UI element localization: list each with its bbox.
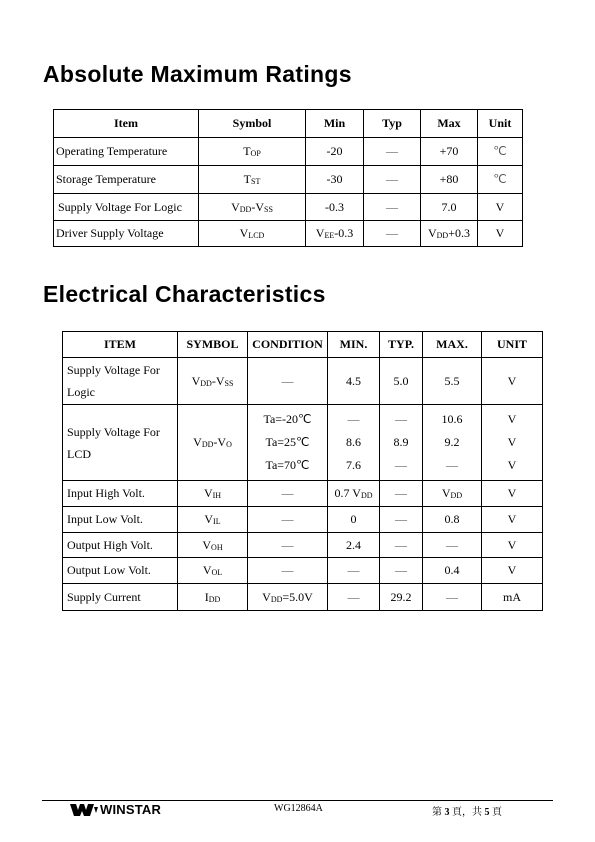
min-b: -0.3 [334,226,354,240]
symbol-sub: OH [211,542,223,552]
typ-line: 8.9 [393,434,409,449]
symbol-main: T [243,144,251,158]
cell-min [306,221,364,247]
symbol-main: T [243,172,251,186]
cell-unit: V [482,558,543,584]
cell-symbol [178,584,248,611]
table-header-row [63,332,543,358]
symbol-b-sub: SS [224,378,234,388]
cell-condition [248,584,328,611]
condition-line: Ta=-20℃ [263,411,312,426]
cell-symbol [199,166,306,194]
table-row [63,558,543,584]
condition-line: Ta=25℃ [265,434,310,449]
symbol-a-sub: DD [239,204,252,214]
header-unit: Unit [478,110,523,138]
cell-max: 7.0 [421,194,478,221]
cell-typ: — [380,481,423,507]
header-max: Max [421,110,478,138]
max-line: 9.2 [444,434,460,449]
table-row [54,166,523,194]
symbol-main: V [204,512,214,526]
cell-max [423,481,482,507]
cell-min: -20 [306,138,364,166]
header-min: Min [306,110,364,138]
cell-item: Output High Volt. [63,533,178,558]
cell-item: Supply Voltage For LCD [63,405,178,481]
cell-condition: — [248,507,328,533]
cell-unit: V [482,358,543,405]
min-line: 8.6 [346,434,361,449]
winstar-logo [70,802,161,817]
cell-typ: 5.0 [380,358,423,405]
cell-max: — [423,533,482,558]
min-a: 0.7 V [334,486,361,500]
cell-max: 5.5 [423,358,482,405]
symbol-a-sub: DD [201,440,214,449]
cell-item: Output Low Volt. [63,558,178,584]
cell-item: Input High Volt. [63,481,178,507]
cell-item: Storage Temperature [54,166,199,194]
cell-min: -30 [306,166,364,194]
cell-typ: — [364,138,421,166]
table-row [63,584,543,611]
cell-max: 0.8 [423,507,482,533]
cell-max [423,405,482,481]
footer-divider [42,800,553,801]
symbol-a-sub: DD [200,378,212,388]
cell-unit: V [482,533,543,558]
max-line: — [446,458,458,473]
header-item: ITEM [63,332,178,358]
cell-typ [380,405,423,481]
cell-min: 0 [328,507,380,533]
symbol-main: V [239,226,249,240]
cell-min: — [328,558,380,584]
symbol-main: V [203,486,213,500]
cell-min [328,405,380,481]
min-sub: EE [324,231,335,240]
table-row [54,138,523,166]
symbol-sub: DD [208,594,221,604]
min-line: 7.6 [346,458,361,473]
cell-item: Driver Supply Voltage [54,221,199,247]
table-row [63,481,543,507]
cell-item: Operating Temperature [54,138,199,166]
cond-a: V [262,589,271,604]
cell-typ: — [380,533,423,558]
table-row-logic [63,358,543,405]
cell-symbol [178,405,248,481]
cell-unit: V [482,481,543,507]
model-number: WG12864A [274,803,323,814]
cell-symbol [178,481,248,507]
cell-typ: 29.2 [380,584,423,611]
unit-line: V [507,458,517,473]
cell-min [328,481,380,507]
cell-unit: ℃ [478,166,523,194]
cell-symbol [199,194,306,221]
cell-condition: — [248,481,328,507]
cell-max: — [423,584,482,611]
cell-typ: — [364,194,421,221]
min-sub: DD [360,491,373,500]
cell-min: — [328,584,380,611]
table-header-row [54,110,523,138]
table-row-lcd [63,405,543,481]
cell-max: +80 [421,166,478,194]
page-suffix: 頁 [492,807,502,818]
cell-min: 2.4 [328,533,380,558]
winstar-logo-icon [70,804,98,816]
cond-sub: DD [270,594,283,604]
cell-symbol [178,507,248,533]
cell-item: Supply Voltage For Logic [63,358,178,405]
section-title-absolute-max: Absolute Maximum Ratings [43,61,352,87]
electrical-characteristics-table [62,331,543,611]
section-title-electrical: Electrical Characteristics [43,281,326,307]
page-prefix: 第 [432,807,442,818]
cell-symbol [178,358,248,405]
header-condition: CONDITION [248,332,328,358]
cell-unit [482,405,543,481]
symbol-sub: OL [211,568,223,577]
table-row [54,221,523,247]
min-line: — [347,411,360,426]
cell-unit: V [482,507,543,533]
cell-min: 4.5 [328,358,380,405]
condition-line: Ta=70℃ [265,458,310,473]
symbol-b: -V [251,199,264,214]
cell-typ: — [364,221,421,247]
page-current: 3 [444,807,450,818]
header-symbol: Symbol [199,110,306,138]
cell-condition: — [248,533,328,558]
symbol-b: -V [211,373,225,388]
max-line: 10.6 [441,411,463,426]
cell-item: Supply Current [63,584,178,611]
header-min: MIN. [328,332,380,358]
header-item: Item [54,110,199,138]
cell-symbol [199,138,306,166]
symbol-b-sub: SS [264,204,273,214]
cell-condition: — [248,558,328,584]
symbol-sub: OP [250,149,261,158]
symbol-a: V [191,373,201,388]
symbol-a: V [193,435,202,449]
cell-condition: — [248,358,328,405]
cell-typ: — [380,507,423,533]
table-row [63,533,543,558]
page-mid: 頁，共 [452,807,482,818]
logo-text: WINSTAR [100,802,162,817]
cell-max: +70 [421,138,478,166]
header-symbol: SYMBOL [178,332,248,358]
cell-unit: V [478,194,523,221]
page-total: 5 [484,807,490,818]
cell-symbol [178,558,248,584]
cell-unit: V [478,221,523,247]
typ-line: — [395,411,407,426]
cell-typ: — [380,558,423,584]
cell-typ: — [364,166,421,194]
cell-unit: ℃ [478,138,523,166]
cell-min: -0.3 [306,194,364,221]
symbol-sub: IH [212,491,222,500]
unit-line: V [507,434,517,449]
symbol-main: V [202,537,212,552]
symbol-main: I [204,589,209,604]
symbol-b: -V [213,435,227,449]
max-a: V [441,486,451,500]
page-indicator [432,803,502,818]
max-sub: DD [436,231,449,240]
symbol-a: V [231,199,240,214]
table-row [63,507,543,533]
typ-line: — [395,458,407,473]
cell-symbol [178,533,248,558]
absolute-max-ratings-table [53,109,523,247]
symbol-sub: LCD [248,231,265,240]
max-b: +0.3 [448,226,470,240]
max-a: V [427,226,437,240]
header-unit: UNIT [482,332,543,358]
cell-condition [248,405,328,481]
cell-max [421,221,478,247]
symbol-sub: ST [251,177,261,186]
cell-symbol [199,221,306,247]
cell-item: Input Low Volt. [63,507,178,533]
symbol-sub: IL [213,517,221,526]
header-max: MAX. [423,332,482,358]
min-a: V [315,226,325,240]
header-typ: TYP. [380,332,423,358]
max-sub: DD [450,491,463,500]
header-typ: Typ [364,110,421,138]
cell-unit: mA [482,584,543,611]
cell-item: Supply Voltage For Logic [54,194,199,221]
symbol-b-sub: O [226,440,232,449]
cond-b: =5.0V [282,589,313,604]
cell-max: 0.4 [423,558,482,584]
symbol-main: V [202,563,212,577]
unit-line: V [507,411,517,426]
table-row [54,194,523,221]
